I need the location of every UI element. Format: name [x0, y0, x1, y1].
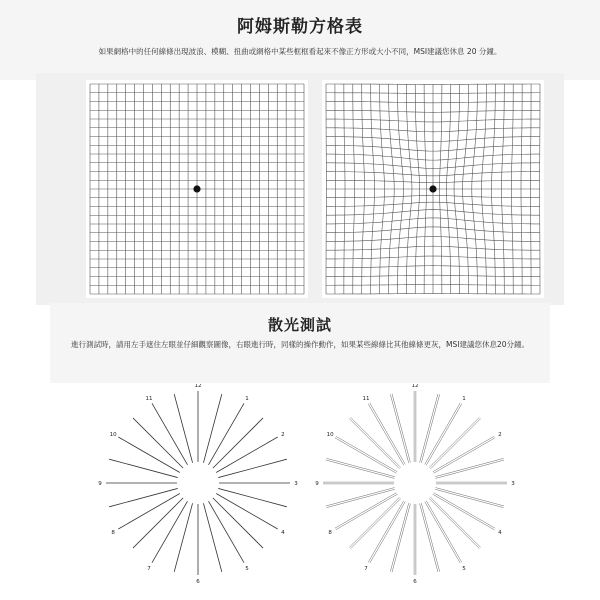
dial-label: 7: [364, 565, 368, 572]
dial-spoke: [436, 488, 505, 506]
dial-label: 6: [196, 579, 200, 585]
dial-label: 2: [281, 432, 285, 438]
dial-label: 8: [328, 530, 332, 536]
dial-label: 10: [109, 432, 117, 438]
astigmatism-dial-normal: [93, 384, 303, 594]
dial-spoke: [434, 493, 495, 529]
dial-spoke: [218, 488, 287, 506]
dial-spoke: [335, 493, 396, 529]
dial-spoke: [420, 394, 438, 463]
dial-spoke: [335, 438, 396, 474]
astigmatism-description: 進行測試時，請用左手遮住左眼並仔細觀察圖像，右眼進行時，同樣的操作動作，如果某些線條比其他線條更灰，MSI建議您休息20分鐘。: [71, 340, 529, 349]
dial-spoke: [429, 417, 479, 467]
dial-spoke: [216, 494, 277, 530]
amsler-description: 如果網格中的任何線條出現波浪、模糊、扭曲或網格中某些框框看起來不像正方形或大小不同，MSI建議您休息 20 分鐘。: [98, 47, 502, 56]
dial-spokes: [106, 391, 290, 575]
dial-spoke: [433, 436, 494, 472]
dial-spoke: [429, 498, 479, 548]
dial-spoke: [433, 494, 494, 530]
dial-spoke: [336, 494, 397, 530]
dial-spoke: [392, 504, 410, 573]
dial-label: 11: [362, 396, 370, 403]
dial-label: 11: [145, 396, 153, 403]
dial-spoke: [326, 460, 395, 478]
dial-spoke: [425, 403, 461, 464]
astigmatism-title: 散光測試: [267, 316, 332, 334]
dial-label: 3: [294, 481, 298, 487]
dial-label: 3: [511, 481, 515, 487]
dial-spoke: [203, 394, 221, 463]
astigmatism-dial-blurred: [310, 384, 520, 594]
dial-spoke: [109, 488, 178, 506]
dial-spoke: [209, 403, 245, 464]
dial-label: 5: [245, 565, 249, 572]
dial-label: 9: [98, 481, 102, 487]
dial-spoke: [370, 403, 406, 464]
dial-label: 12: [411, 384, 419, 389]
dial-spoke: [430, 497, 480, 547]
dial-spoke: [368, 501, 404, 562]
dial-spoke: [390, 503, 408, 572]
dial-label: 7: [147, 565, 151, 572]
center-dot: [193, 185, 200, 192]
dial-label: 12: [194, 384, 202, 389]
dial-spoke: [326, 488, 395, 506]
dial-spokes: [323, 391, 507, 575]
dial-spoke: [351, 498, 401, 548]
dial-spoke: [216, 437, 277, 473]
dial-label: 10: [326, 432, 334, 438]
dial-spoke: [349, 497, 399, 547]
dial-spoke: [420, 504, 438, 573]
dial-spoke: [213, 418, 263, 468]
dial-spoke: [133, 418, 183, 468]
dial-spoke: [430, 419, 480, 469]
dial-spoke: [118, 437, 179, 473]
dial-label: 4: [281, 530, 285, 536]
dial-label: 5: [462, 565, 466, 572]
dial-spoke: [109, 459, 178, 477]
amsler-grid-normal: [86, 80, 308, 298]
dial-spoke: [218, 459, 287, 477]
dial-spoke: [326, 458, 395, 476]
dial-spoke: [421, 503, 439, 572]
dial-label: 2: [498, 432, 502, 438]
dial-spoke: [118, 494, 179, 530]
dial-spoke: [336, 436, 397, 472]
dial-spoke: [174, 394, 192, 463]
dial-label: 1: [462, 396, 466, 403]
dial-spoke: [436, 460, 505, 478]
dial-label: 4: [498, 530, 502, 536]
dial-label: 8: [111, 530, 115, 536]
dial-spoke: [209, 501, 245, 562]
dial-spoke: [203, 503, 221, 572]
dial-spoke: [370, 502, 406, 563]
dial-spoke: [392, 394, 410, 463]
dial-spoke: [351, 417, 401, 467]
dial-label: 1: [245, 396, 249, 403]
dial-label: 9: [315, 481, 319, 487]
dial-spoke: [349, 419, 399, 469]
dial-spoke: [368, 404, 404, 465]
dial-spoke: [326, 489, 395, 507]
amsler-grid-distorted: [322, 80, 544, 298]
dial-spoke: [421, 394, 439, 463]
dial-spoke: [435, 458, 504, 476]
dial-spoke: [390, 394, 408, 463]
dial-spoke: [425, 502, 461, 563]
dial-spoke: [426, 404, 462, 465]
dial-spoke: [435, 489, 504, 507]
dial-spoke: [133, 498, 183, 548]
amsler-title: 阿姆斯勒方格表: [237, 17, 363, 37]
dial-spoke: [213, 498, 263, 548]
dial-spoke: [426, 501, 462, 562]
dial-spoke: [152, 501, 188, 562]
dial-spoke: [174, 503, 192, 572]
dial-spoke: [434, 438, 495, 474]
center-dot: [429, 185, 436, 192]
dial-spoke: [152, 403, 188, 464]
dial-label: 6: [413, 579, 417, 585]
